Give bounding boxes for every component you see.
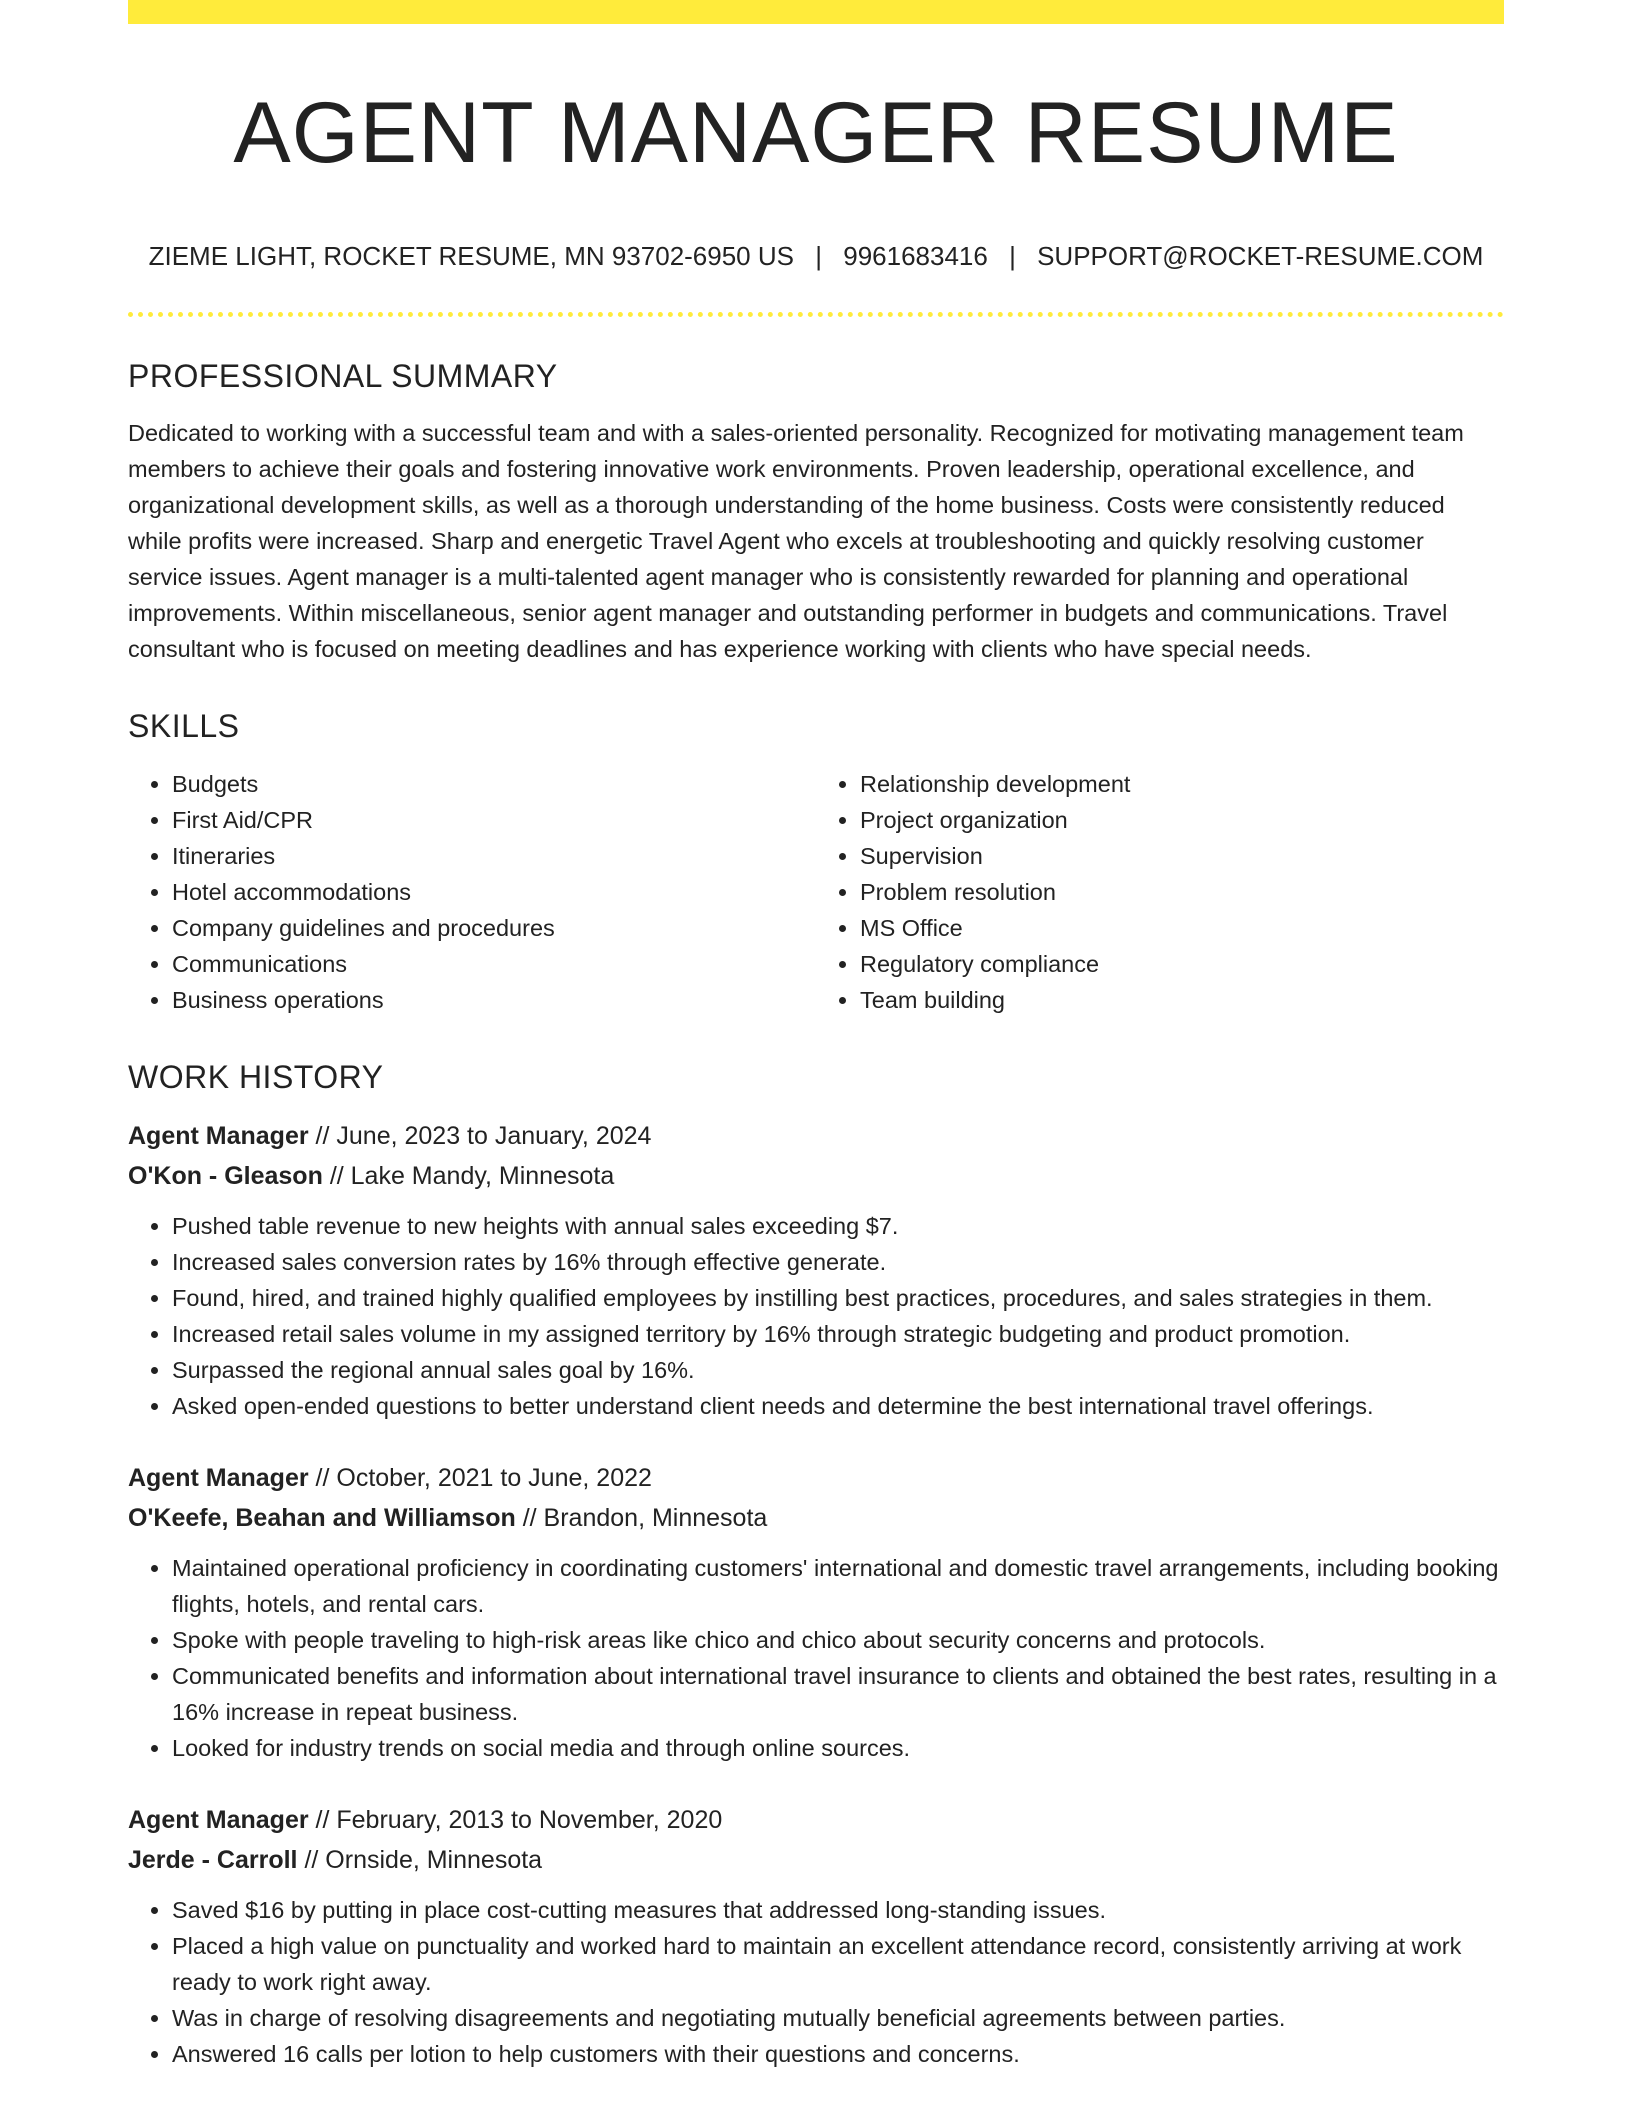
skill-item: • Budgets	[172, 766, 816, 802]
skill-item: • Problem resolution	[860, 874, 1504, 910]
resume-title: AGENT MANAGER RESUME	[233, 85, 1399, 181]
job-entry	[128, 1458, 1504, 1766]
job-dates: // June, 2023 to January, 2024	[315, 1122, 652, 1151]
job-title: Agent Manager	[128, 1464, 309, 1493]
contact-separator: |	[1009, 240, 1016, 271]
job-bullet: • Surpassed the regional annual sales goal by 16%.	[172, 1352, 1504, 1388]
skills-column-right	[816, 766, 1504, 1018]
job-bullet: • Answered 16 calls per lotion to help customers with their questions and concerns.	[172, 2036, 1504, 2072]
skill-item: • Company guidelines and procedures	[172, 910, 816, 946]
job-bullet: • Communicated benefits and information about international travel insurance to clients and obtained the best rates, resulting in a 16% increase in repeat business.	[172, 1658, 1504, 1730]
job-company: O'Kon - Gleason	[128, 1162, 323, 1191]
skill-item: • First Aid/CPR	[172, 802, 816, 838]
job-bullet: • Placed a high value on punctuality and worked hard to maintain an excellent attendance record, consistently arriving at work ready to work right away.	[172, 1928, 1504, 2000]
contact-phone: 9961683416	[843, 240, 988, 271]
contact-email: SUPPORT@ROCKET-RESUME.COM	[1037, 240, 1484, 271]
skills-column-left	[128, 766, 816, 1018]
job-bullet: • Increased retail sales volume in my assigned territory by 16% through strategic budgeting and product promotion.	[172, 1316, 1504, 1352]
job-bullet: • Saved $16 by putting in place cost-cutting measures that addressed long-standing issues.	[172, 1892, 1504, 1928]
job-title: Agent Manager	[128, 1122, 309, 1151]
skill-item: • Regulatory compliance	[860, 946, 1504, 982]
job-bullets	[128, 1892, 1504, 2072]
skill-item: • Relationship development	[860, 766, 1504, 802]
contact-line	[128, 241, 1504, 272]
skill-item: • MS Office	[860, 910, 1504, 946]
job-bullet: • Pushed table revenue to new heights with annual sales exceeding $7.	[172, 1208, 1504, 1244]
job-location: // Ornside, Minnesota	[304, 1846, 543, 1875]
skill-item: • Itineraries	[172, 838, 816, 874]
job-bullet: • Maintained operational proficiency in coordinating customers' international and domestic travel arrangements, including booking flights, hotels, and rental cars.	[172, 1550, 1504, 1622]
summary-heading: PROFESSIONAL SUMMARY	[128, 358, 558, 395]
job-bullets	[128, 1550, 1504, 1766]
skill-item: • Communications	[172, 946, 816, 982]
job-bullet: • Looked for industry trends on social media and through online sources.	[172, 1730, 1504, 1766]
job-bullet: • Spoke with people traveling to high-risk areas like chico and chico about security concerns and protocols.	[172, 1622, 1504, 1658]
job-title: Agent Manager	[128, 1806, 309, 1835]
job-bullet: • Found, hired, and trained highly qualified employees by instilling best practices, procedures, and sales strategies in them.	[172, 1280, 1504, 1316]
job-company: Jerde - Carroll	[128, 1846, 298, 1875]
summary-text: Dedicated to working with a successful team and with a sales-oriented personality. Recognized for motivating management team members to achieve their goals and fostering innovative work environments. Proven leadership, operational excellence, and organizational development skills, as well as a thorough understanding of the home business. Costs were consistently reduced while profits were increased. Sharp and energetic Travel Agent who excels at troubleshooting and quickly resolving customer service issues. Agent manager is a multi-talented agent manager who is consistently rewarded for planning and operational improvements. Within miscellaneous, senior agent manager and outstanding performer in budgets and communications. Travel consultant who is focused on meeting deadlines and has experience working with clients who have special needs.	[128, 420, 1464, 663]
job-location: // Lake Mandy, Minnesota	[329, 1162, 615, 1191]
job-company-line	[128, 1840, 1504, 1880]
skills-heading: SKILLS	[128, 708, 240, 745]
work-history-heading: WORK HISTORY	[128, 1058, 384, 1095]
skill-item: • Team building	[860, 982, 1504, 1018]
job-company-line	[128, 1498, 1504, 1538]
job-bullet: • Increased sales conversion rates by 16% through effective generate.	[172, 1244, 1504, 1280]
accent-top-bar	[128, 0, 1504, 24]
job-company-line	[128, 1156, 1504, 1196]
work-history-list	[128, 1116, 1504, 2072]
skill-item: • Business operations	[172, 982, 816, 1018]
job-company: O'Keefe, Beahan and Williamson	[128, 1504, 516, 1533]
job-dates: // February, 2013 to November, 2020	[315, 1806, 723, 1835]
job-dates: // October, 2021 to June, 2022	[315, 1464, 652, 1493]
job-entry	[128, 1116, 1504, 1424]
skill-item: • Hotel accommodations	[172, 874, 816, 910]
job-title-line	[128, 1116, 1504, 1156]
dotted-divider	[128, 312, 1504, 317]
resume-page	[128, 0, 1504, 2072]
job-location: // Brandon, Minnesota	[522, 1504, 768, 1533]
job-title-line	[128, 1458, 1504, 1498]
contact-address: ZIEME LIGHT, ROCKET RESUME, MN 93702-6950 US	[148, 240, 794, 271]
skill-item: • Supervision	[860, 838, 1504, 874]
job-bullet: • Asked open-ended questions to better understand client needs and determine the best international travel offerings.	[172, 1388, 1504, 1424]
contact-separator: |	[815, 240, 822, 271]
skills-list	[128, 766, 1504, 1018]
job-entry	[128, 1800, 1504, 2072]
job-bullets	[128, 1208, 1504, 1424]
skill-item: • Project organization	[860, 802, 1504, 838]
job-bullet: • Was in charge of resolving disagreements and negotiating mutually beneficial agreements between parties.	[172, 2000, 1504, 2036]
job-title-line	[128, 1800, 1504, 1840]
